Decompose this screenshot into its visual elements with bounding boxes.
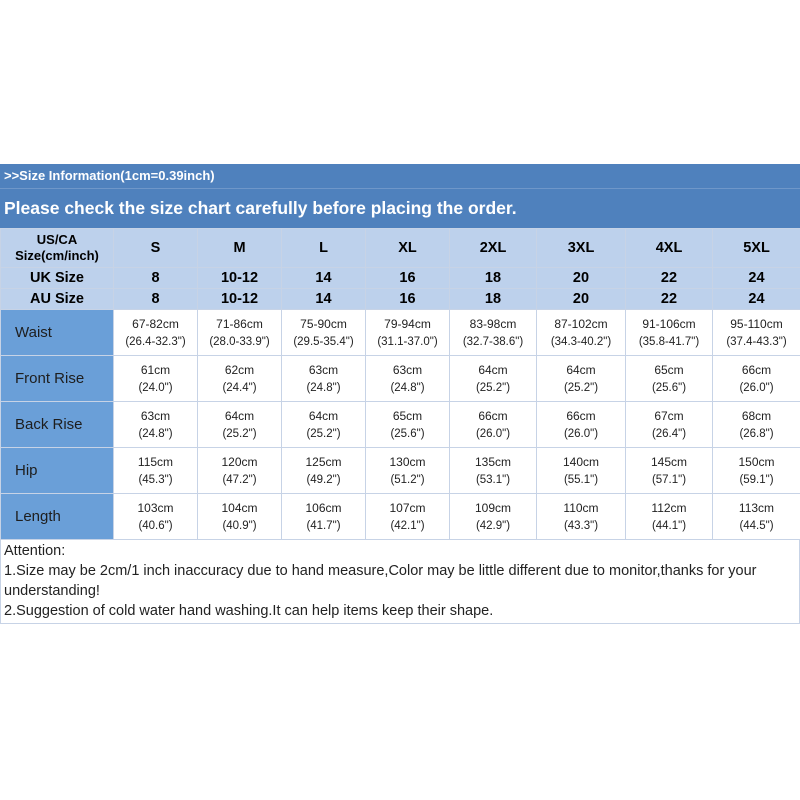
measurement-cell [626, 402, 713, 448]
measurement-inch: (29.5-35.4") [293, 335, 354, 348]
size-row-label: AU Size [1, 289, 114, 310]
measurement-cm: 63cm [140, 408, 171, 423]
measurement-label: Back Rise [1, 402, 114, 448]
measurement-cm: 67cm [654, 408, 684, 423]
measurement-cell [114, 448, 198, 494]
measurement-inch: (26.4-32.3") [125, 335, 186, 348]
size-header-cell: 5XL [713, 229, 800, 268]
size-table [0, 228, 800, 540]
measurement-inch: (26.0") [739, 381, 774, 394]
size-chart-warning: Please check the size chart carefully before placing the order. [4, 198, 517, 218]
measurement-cell [450, 494, 537, 540]
measurement-row [1, 448, 800, 494]
size-conversion-cell: 14 [282, 268, 366, 289]
measurement-inch: (28.0-33.9") [209, 335, 270, 348]
size-header-cell: 2XL [450, 229, 537, 268]
measurement-cell [713, 402, 800, 448]
measurement-cell [366, 448, 450, 494]
measurement-inch: (43.3") [563, 519, 599, 532]
size-conversion-cell: 10-12 [198, 289, 282, 310]
measurement-inch: (35.8-41.7") [638, 335, 700, 348]
measurement-cm: 67-82cm [132, 316, 179, 331]
measurement-cm: 110cm [563, 500, 599, 515]
measurement-cell [537, 448, 626, 494]
measurement-inch: (24.8") [138, 427, 173, 440]
measurement-cm: 68cm [741, 408, 772, 423]
size-conversion-cell: 24 [713, 289, 800, 310]
measurement-inch: (45.3") [138, 473, 173, 486]
attention-item: 1.Size may be 2cm/1 inch inaccuracy due to hand measure,Color may be little different due to monitor,thanks for your understanding! [4, 563, 757, 599]
size-conversion-cell: 14 [282, 289, 366, 310]
measurement-inch: (53.1") [475, 473, 511, 486]
measurement-inch: (24.4") [222, 381, 257, 394]
size-conversion-cell: 20 [537, 289, 626, 310]
measurement-cell [713, 448, 800, 494]
measurement-cm: 104cm [221, 500, 258, 515]
measurement-inch: (25.2") [306, 427, 341, 440]
measurement-cm: 66cm [741, 362, 772, 377]
measurement-cm: 103cm [137, 500, 174, 515]
measurement-cell [198, 494, 282, 540]
measurement-cell [626, 448, 713, 494]
size-header-row [1, 229, 800, 268]
measurement-cell [198, 448, 282, 494]
measurement-cm: 95-110cm [730, 316, 783, 331]
measurement-inch: (44.5") [739, 519, 774, 532]
size-conversion-cell: 22 [626, 289, 713, 310]
measurement-cm: 109cm [474, 500, 512, 515]
measurement-inch: (49.2") [306, 473, 341, 486]
size-row-label: UK Size [1, 268, 114, 289]
measurement-cm: 113cm [738, 500, 775, 515]
measurement-inch: (25.6") [390, 427, 425, 440]
measurement-row [1, 402, 800, 448]
measurement-cm: 64cm [308, 408, 339, 423]
us-ca-size-label [1, 229, 114, 268]
measurement-cm: 63cm [392, 362, 423, 377]
measurement-cm: 125cm [305, 454, 342, 469]
measurement-row [1, 310, 800, 356]
measurement-cm: 62cm [224, 362, 255, 377]
measurement-cm: 115cm [137, 454, 174, 469]
measurement-cell [282, 356, 366, 402]
size-header-cell: L [282, 229, 366, 268]
measurement-cell [198, 356, 282, 402]
measurement-cm: 64cm [566, 362, 596, 377]
measurement-inch: (32.7-38.6") [462, 335, 524, 348]
measurement-cm: 107cm [389, 500, 426, 515]
measurement-inch: (24.0") [138, 381, 173, 394]
size-chart [0, 164, 800, 624]
size-conversion-cell: 16 [366, 268, 450, 289]
measurement-cell [366, 356, 450, 402]
size-header-cell: 4XL [626, 229, 713, 268]
measurement-inch: (59.1") [739, 473, 774, 486]
measurement-cell [282, 402, 366, 448]
size-conversion-cell: 22 [626, 268, 713, 289]
measurement-cell [626, 494, 713, 540]
measurement-cm: 145cm [650, 454, 688, 469]
measurement-cm: 66cm [566, 408, 596, 423]
measurement-inch: (26.8") [739, 427, 774, 440]
measurement-cm: 130cm [389, 454, 426, 469]
corner-label-line: US/CA [36, 232, 78, 247]
measurement-cm: 87-102cm [554, 316, 608, 331]
measurement-cell [713, 494, 800, 540]
measurement-cell [282, 310, 366, 356]
size-conversion-cell: 16 [366, 289, 450, 310]
measurement-cm: 64cm [224, 408, 255, 423]
measurement-cell [537, 310, 626, 356]
measurement-cm: 112cm [651, 500, 687, 515]
measurement-row [1, 356, 800, 402]
measurement-cell [366, 310, 450, 356]
measurement-inch: (40.6") [138, 519, 173, 532]
size-header-cell: M [198, 229, 282, 268]
size-info-title: >>Size Information(1cm=0.39inch) [0, 164, 800, 189]
measurement-inch: (42.1") [390, 519, 425, 532]
measurement-label: Waist [1, 310, 114, 356]
size-header-cell: XL [366, 229, 450, 268]
measurement-inch: (44.1") [651, 519, 687, 532]
measurement-inch: (25.6") [651, 381, 687, 394]
measurement-inch: (40.9") [222, 519, 257, 532]
measurement-cell [198, 402, 282, 448]
size-conversion-cell: 10-12 [198, 268, 282, 289]
measurement-cm: 150cm [738, 454, 775, 469]
measurement-cm: 79-94cm [384, 316, 431, 331]
size-conversion-cell: 24 [713, 268, 800, 289]
measurement-cell [198, 310, 282, 356]
measurement-inch: (37.4-43.3") [726, 335, 787, 348]
measurement-inch: (25.2") [563, 381, 599, 394]
measurement-cell [282, 448, 366, 494]
measurement-cm: 65cm [392, 408, 423, 423]
measurement-cell [537, 494, 626, 540]
size-chart-banner [0, 164, 800, 228]
measurement-cell [450, 448, 537, 494]
attention-notes [0, 540, 800, 624]
measurement-cm: 63cm [308, 362, 339, 377]
measurement-cell [366, 494, 450, 540]
size-header-cell: S [114, 229, 198, 268]
measurement-cell [366, 402, 450, 448]
size-conversion-cell: 18 [450, 268, 537, 289]
measurement-row [1, 494, 800, 540]
measurement-inch: (31.1-37.0") [377, 335, 438, 348]
measurement-label: Front Rise [1, 356, 114, 402]
measurement-inch: (24.8") [306, 381, 341, 394]
measurement-cell [450, 356, 537, 402]
measurement-cell [450, 310, 537, 356]
measurement-cell [114, 494, 198, 540]
measurement-cell [282, 494, 366, 540]
measurement-inch: (57.1") [651, 473, 687, 486]
measurement-inch: (25.2") [222, 427, 257, 440]
size-conversion-cell: 8 [114, 289, 198, 310]
size-header-cell: 3XL [537, 229, 626, 268]
measurement-cm: 106cm [305, 500, 342, 515]
measurement-inch: (41.7") [306, 519, 341, 532]
measurement-inch: (55.1") [563, 473, 599, 486]
measurement-inch: (24.8") [390, 381, 425, 394]
measurement-inch: (51.2") [390, 473, 425, 486]
measurement-label: Length [1, 494, 114, 540]
measurement-inch: (26.0") [475, 427, 511, 440]
measurement-cell [114, 402, 198, 448]
measurement-cell [713, 356, 800, 402]
size-conversion-row [1, 289, 800, 310]
measurement-inch: (34.3-40.2") [550, 335, 612, 348]
measurement-label: Hip [1, 448, 114, 494]
attention-item: 2.Suggestion of cold water hand washing.It can help items keep their shape. [4, 603, 494, 619]
measurement-cell [450, 402, 537, 448]
size-conversion-cell: 8 [114, 268, 198, 289]
measurement-inch: (42.9") [475, 519, 511, 532]
measurement-cm: 75-90cm [300, 316, 347, 331]
measurement-cell [626, 356, 713, 402]
measurement-cell [626, 310, 713, 356]
attention-heading: Attention: [4, 543, 66, 559]
measurement-inch: (25.2") [475, 381, 511, 394]
measurement-inch: (26.0") [563, 427, 599, 440]
measurement-cm: 120cm [221, 454, 258, 469]
measurement-cm: 64cm [478, 362, 508, 377]
size-conversion-row [1, 268, 800, 289]
measurement-inch: (47.2") [222, 473, 257, 486]
measurement-cell [537, 402, 626, 448]
measurement-cell [114, 310, 198, 356]
size-conversion-cell: 20 [537, 268, 626, 289]
measurement-cell [713, 310, 800, 356]
corner-label-line: Size(cm/inch) [15, 248, 99, 263]
measurement-cm: 61cm [140, 362, 171, 377]
measurement-cm: 83-98cm [469, 316, 517, 331]
measurement-cm: 91-106cm [642, 316, 696, 331]
measurement-cm: 66cm [478, 408, 508, 423]
measurement-cell [537, 356, 626, 402]
measurement-cm: 71-86cm [216, 316, 263, 331]
measurement-cm: 135cm [474, 454, 512, 469]
measurement-inch: (26.4") [651, 427, 687, 440]
measurement-cm: 140cm [562, 454, 600, 469]
size-conversion-cell: 18 [450, 289, 537, 310]
measurement-cell [114, 356, 198, 402]
measurement-cm: 65cm [654, 362, 684, 377]
